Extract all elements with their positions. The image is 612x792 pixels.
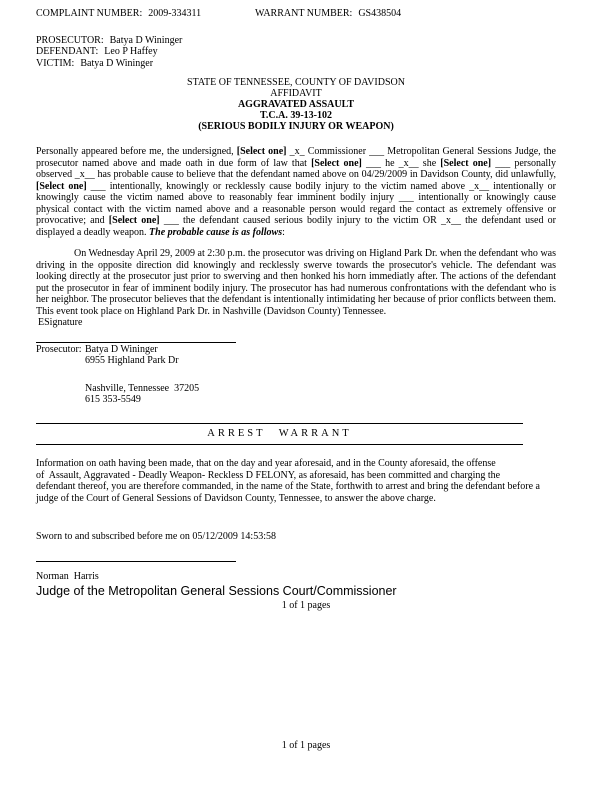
affidavit-title: AFFIDAVIT [270, 88, 322, 99]
prosecutor-signature-line [36, 342, 236, 343]
arrest-warrant-heading: ARREST WARRANT [207, 427, 352, 439]
prosecutor-label: PROSECUTOR: [36, 34, 104, 46]
title-block [36, 77, 556, 132]
probable-cause-block [36, 248, 556, 329]
complaint-number-value: 2009-334311 [148, 8, 202, 19]
text-segment: [Select one] [108, 215, 160, 226]
arrest-warrant-heading-box [36, 423, 523, 446]
text-segment: Personally appeared before me, the undersigned, [36, 146, 237, 157]
footer-page-count: 1 of 1 pages [281, 740, 331, 751]
warrant-text-line: Information on oath having been made, that on the day and year aforesaid, and in the County aforesaid, the offense [36, 458, 496, 469]
defendant-row [36, 46, 556, 58]
prosecutor-name-row [36, 344, 556, 356]
prosecutor-value: Batya D Wininger [109, 34, 183, 46]
text-segment: _x_ Commissioner ___ Metropolitan General Sessions Judge, the prosecutor named above and made oath in due form of law that [36, 146, 556, 169]
defendant-value: Leo P Haffey [104, 46, 158, 57]
prosecutor-city-state-zip: Nashville, Tennessee 37205 [85, 382, 200, 394]
text-segment: [Select one] [236, 146, 287, 157]
victim-label: VICTIM: [36, 57, 75, 69]
prosecutor-row [36, 35, 556, 47]
victim-row [36, 58, 556, 70]
warrant-text-line: of Assault, Aggravated - Deadly Weapon- Reckless D FELONY, as aforesaid, has been committed and charging the [36, 469, 501, 481]
warrant-number-value: GS438504 [358, 8, 402, 19]
probable-cause-paragraph: On Wednesday April 29, 2009 at 2:30 p.m. the prosecutor was driving on Higland Park Dr. when the defendant who was driving in the opposite direction did knowingly and recklessly swerve towards the prosecutor's vehicle. The defendant was looking directly at the prosecutor just prior to swerving and then honked his horn immediatly after. The actions of the defendant put the prosecutor in fear of imminent bodily injury. The prosecutor has had numerous confrontations with the defendant who is her neighbor. The prosecutor believes that the defendant is intentionally intimidating her because of prior conflicts between them. This event took place on Highland Park Dr. in Nashville (Davidson County) Tennessee. [36, 248, 556, 317]
prosecutor-block-label: Prosecutor: [36, 343, 82, 355]
warrant-text-line: defendant thereof, you are therefore commanded, in the name of the State, forthwith to arrest and bring the defendant before a [36, 481, 540, 492]
esignature-text: ESignature [38, 317, 83, 328]
text-segment: [Select one] [36, 180, 87, 192]
text-segment: ___ personally observed _x__ has probable cause to believe that the defendant named above on 04/29/2009 in Davidson County, did unlawfully, [36, 157, 556, 180]
text-segment: ___ he _x__ she [361, 157, 441, 169]
judge-signature-line [36, 561, 236, 562]
defendant-label: DEFENDANT: [36, 46, 99, 57]
charge-title: AGGRAVATED ASSAULT [237, 99, 355, 110]
text-segment: : [282, 226, 285, 238]
text-segment: ___ intentionally, knowingly or recklessly cause bodily injury to the victim named above _x__ intentionally or knowingly cause the victim named above to reasonably fear imminent bodily injury ___ intentionally or knowingly cause physical contact with the victim named above and a reasonable person would regard the contact as extremely offensive or provocative; and [36, 180, 556, 226]
court-jurisdiction-title: STATE OF TENNESSEE, COUNTY OF DAVIDSON [187, 77, 405, 88]
oath-paragraph [36, 146, 556, 238]
text-segment: ___ the defendant caused serious bodily injury to the victim OR _x__ the defendant used or displayed a deadly weapon. [36, 215, 556, 238]
sworn-statement: Sworn to and subscribed before me on 05/12/2009 14:53:58 [36, 531, 276, 542]
prosecutor-contact-block [36, 344, 556, 406]
warrant-body [36, 458, 556, 504]
page-count: 1 of 1 pages [281, 600, 331, 611]
charge-subtitle: (SERIOUS BODILY INJURY OR WEAPON) [198, 121, 394, 132]
complaint-number [36, 8, 255, 20]
warrant-number-label: WARRANT NUMBER: [255, 8, 353, 19]
complaint-number-label: COMPLAINT NUMBER: [36, 8, 143, 19]
parties-block [36, 35, 556, 70]
victim-value: Batya D Wininger [80, 57, 154, 69]
tca-code: T.C.A. 39-13-102 [259, 110, 333, 121]
warrant-text-line: judge of the Court of General Sessions of Davidson County, Tennessee, to answer the above charge. [36, 492, 436, 504]
prosecutor-phone: 615 353-5549 [85, 394, 141, 405]
judge-name: Norman Harris [36, 570, 99, 582]
judge-title: Judge of the Metropolitan General Sessions Court/Commissioner [36, 584, 397, 598]
spacer [36, 367, 556, 383]
prosecutor-block-name: Batya D Wininger [85, 343, 158, 355]
prosecutor-address: 6955 Highland Park Dr [85, 355, 179, 366]
case-numbers-row [36, 8, 556, 20]
text-segment: The probable cause is as follows [149, 226, 283, 238]
text-segment: [Select one] [311, 157, 362, 169]
text-segment: [Select one] [440, 157, 492, 169]
warrant-number [255, 8, 401, 20]
